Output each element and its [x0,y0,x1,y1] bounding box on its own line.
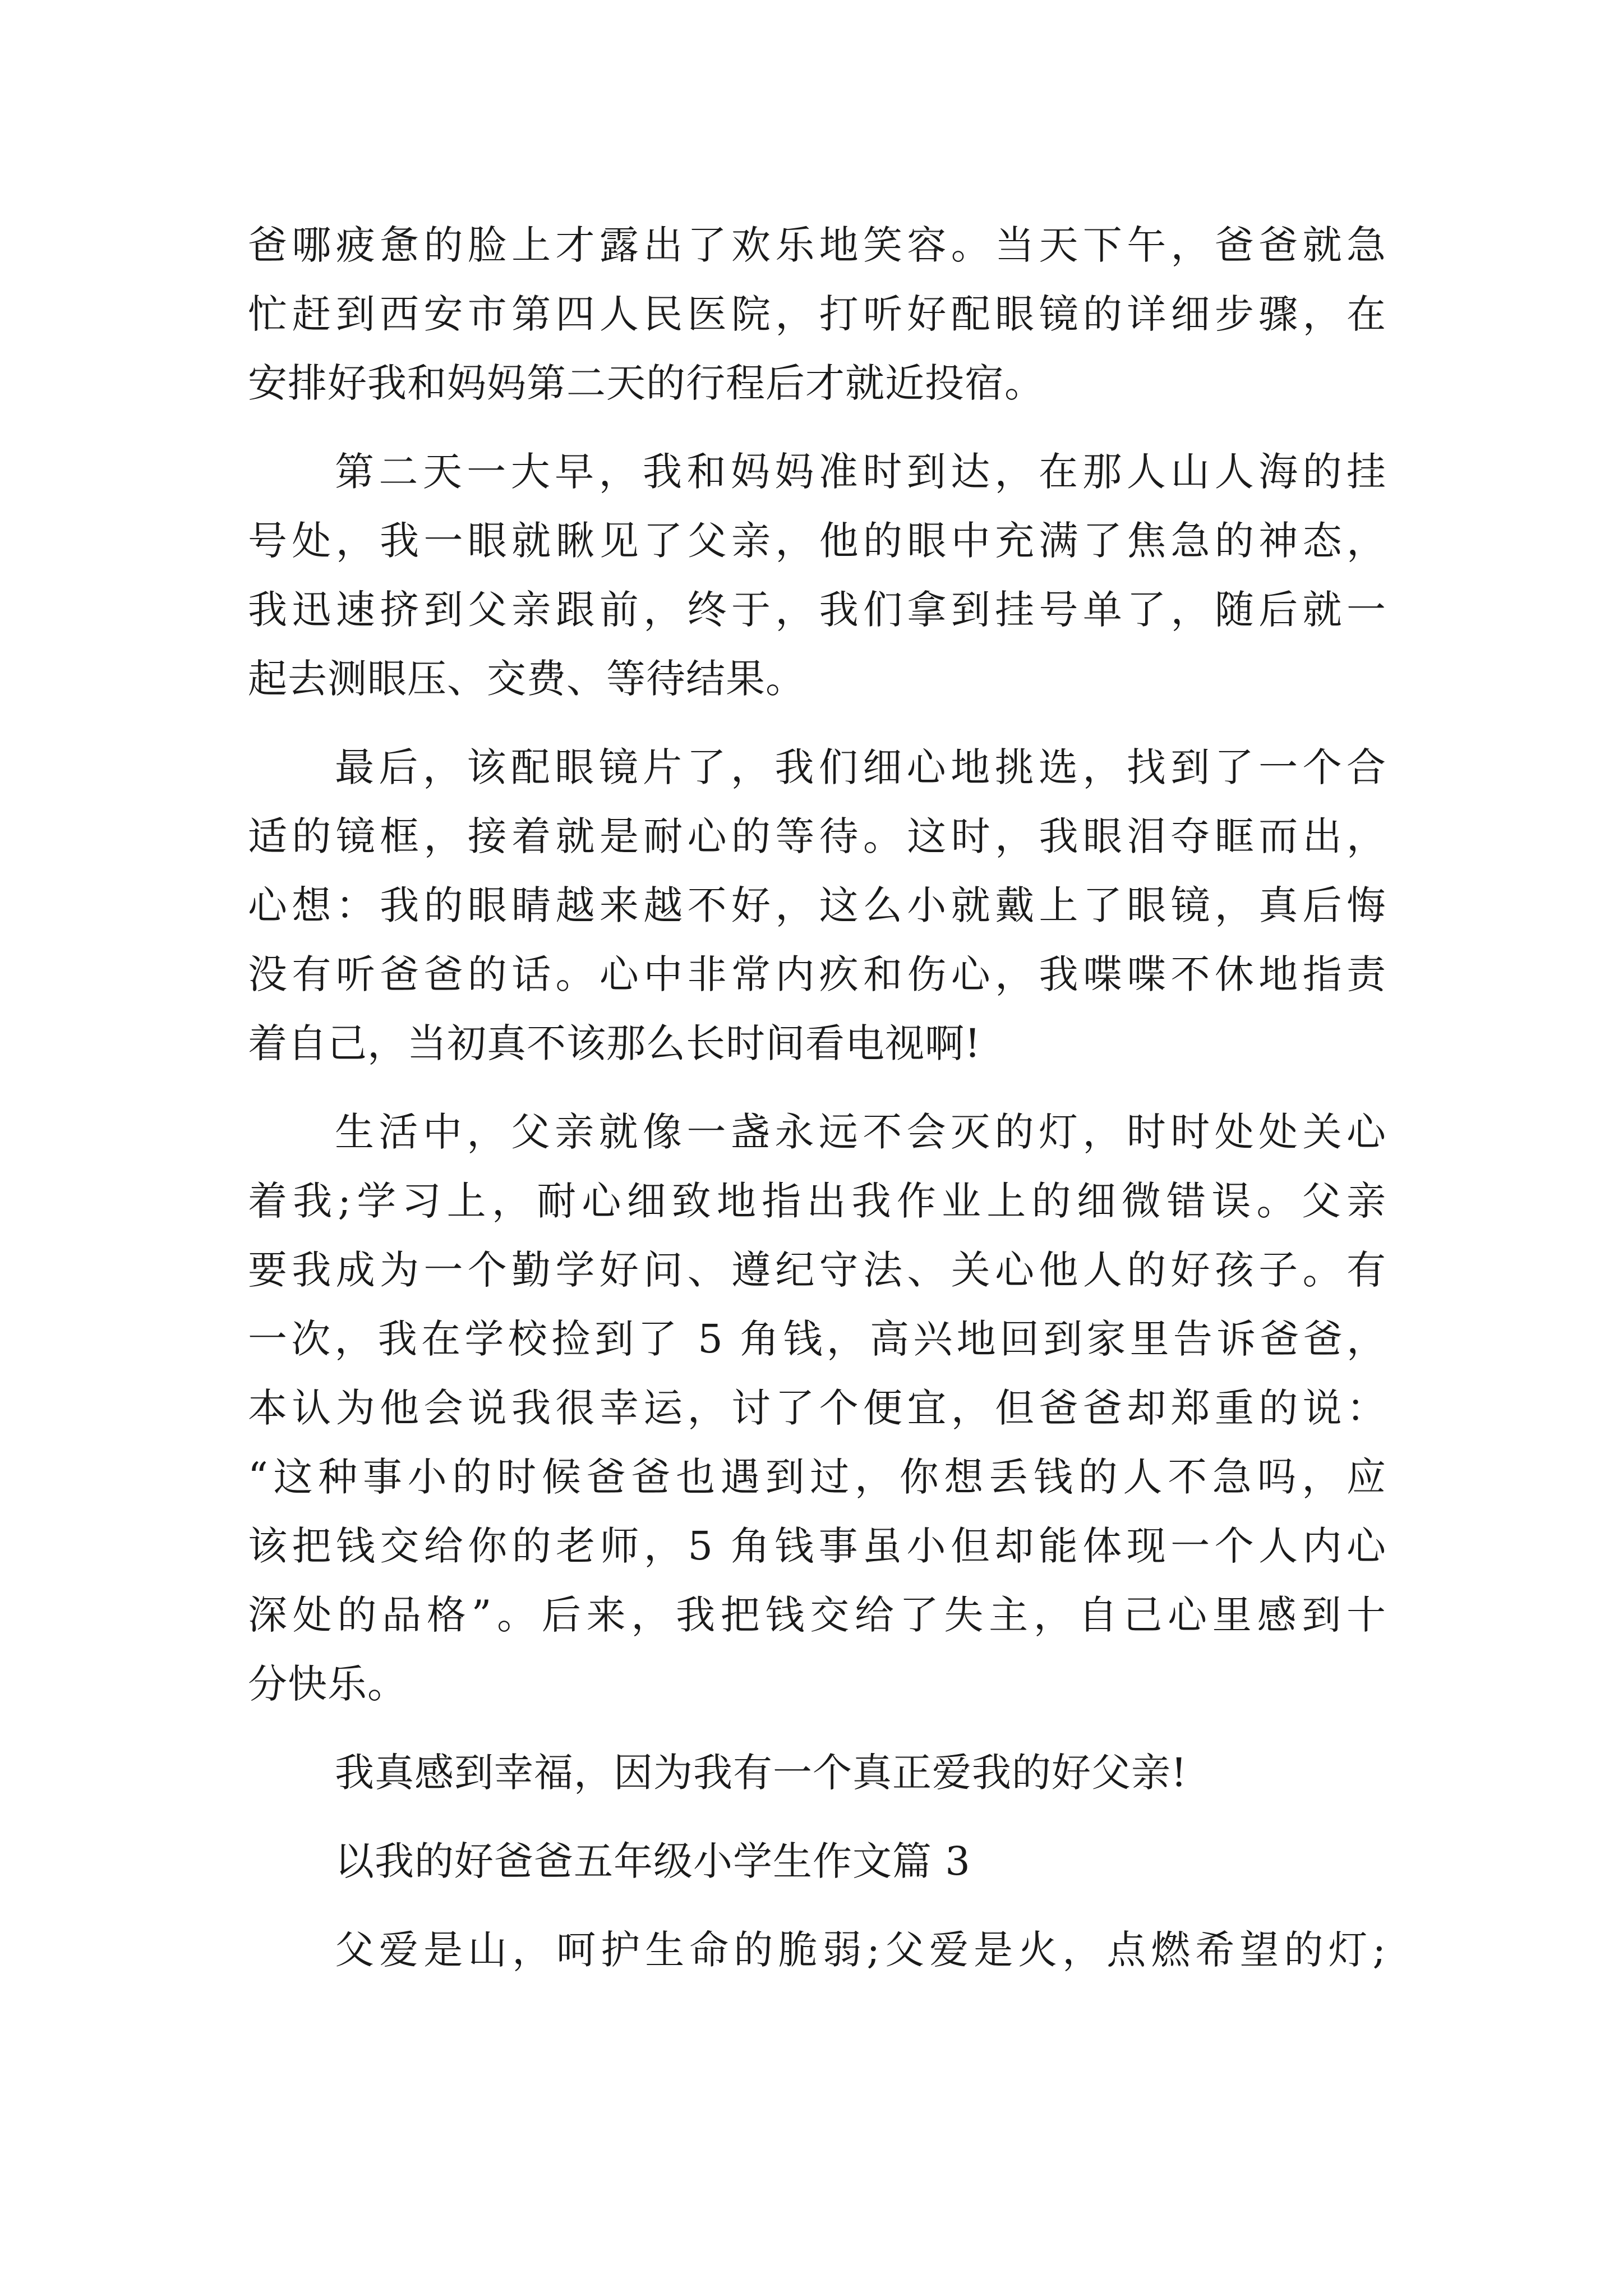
text-line: 深处的品格”。后来，我把钱交给了失主，自己心里感到十 [248,1592,1386,1638]
text-line: “这种事小的时候爸爸也遇到过，你想丢钱的人不急吗，应 [248,1454,1386,1500]
text-line: 最后，该配眼镜片了，我们细心地挑选，找到了一个合 [335,744,1386,790]
text-line: 我真感到幸福，因为我有一个真正爱我的好父亲! [335,1750,1188,1796]
text-line: 该把钱交给你的老师，5 角钱事虽小但却能体现一个人内心 [248,1523,1386,1569]
text-line: 一次，我在学校捡到了 5 角钱，高兴地回到家里告诉爸爸， [248,1316,1386,1362]
text-line: 忙赶到西安市第四人民医院，打听好配眼镜的详细步骤，在 [248,291,1386,337]
document-body [248,211,1386,1985]
text-line: 适的镜框，接着就是耐心的等待。这时，我眼泪夺眶而出， [248,813,1386,859]
text-line: 着我;学习上，耐心细致地指出我作业上的细微错误。父亲 [248,1178,1386,1224]
text-line: 安排好我和妈妈第二天的行程后才就近投宿。 [248,360,1044,406]
text-line: 起去测眼压、交费、等待结果。 [248,656,805,702]
text-line: 号处，我一眼就瞅见了父亲，他的眼中充满了焦急的神态， [248,518,1386,564]
text-line: 第二天一大早，我和妈妈准时到达，在那人山人海的挂 [335,449,1386,495]
text-line: 要我成为一个勤学好问、遵纪守法、关心他人的好孩子。有 [248,1247,1386,1293]
text-line: 我迅速挤到父亲跟前，终于，我们拿到挂号单了，随后就一 [248,587,1386,633]
text-line: 没有听爸爸的话。心中非常内疚和伤心，我喋喋不休地指责 [248,951,1386,997]
text-line: 本认为他会说我很幸运，讨了个便宜，但爸爸却郑重的说： [248,1385,1386,1431]
text-line: 父爱是山，呵护生命的脆弱;父爱是火，点燃希望的灯; [335,1927,1386,1973]
text-line: 心想：我的眼睛越来越不好，这么小就戴上了眼镜，真后悔 [248,882,1386,928]
text-line: 着自己，当初真不该那么长时间看电视啊! [248,1020,981,1066]
text-line: 分快乐。 [248,1661,407,1707]
text-line: 爸哪疲惫的脸上才露出了欢乐地笑容。当天下午，爸爸就急 [248,222,1386,268]
text-line: 生活中，父亲就像一盏永远不会灭的灯，时时处处关心 [335,1109,1386,1155]
section-heading: 以我的好爸爸五年级小学生作文篇 3 [335,1838,971,1884]
